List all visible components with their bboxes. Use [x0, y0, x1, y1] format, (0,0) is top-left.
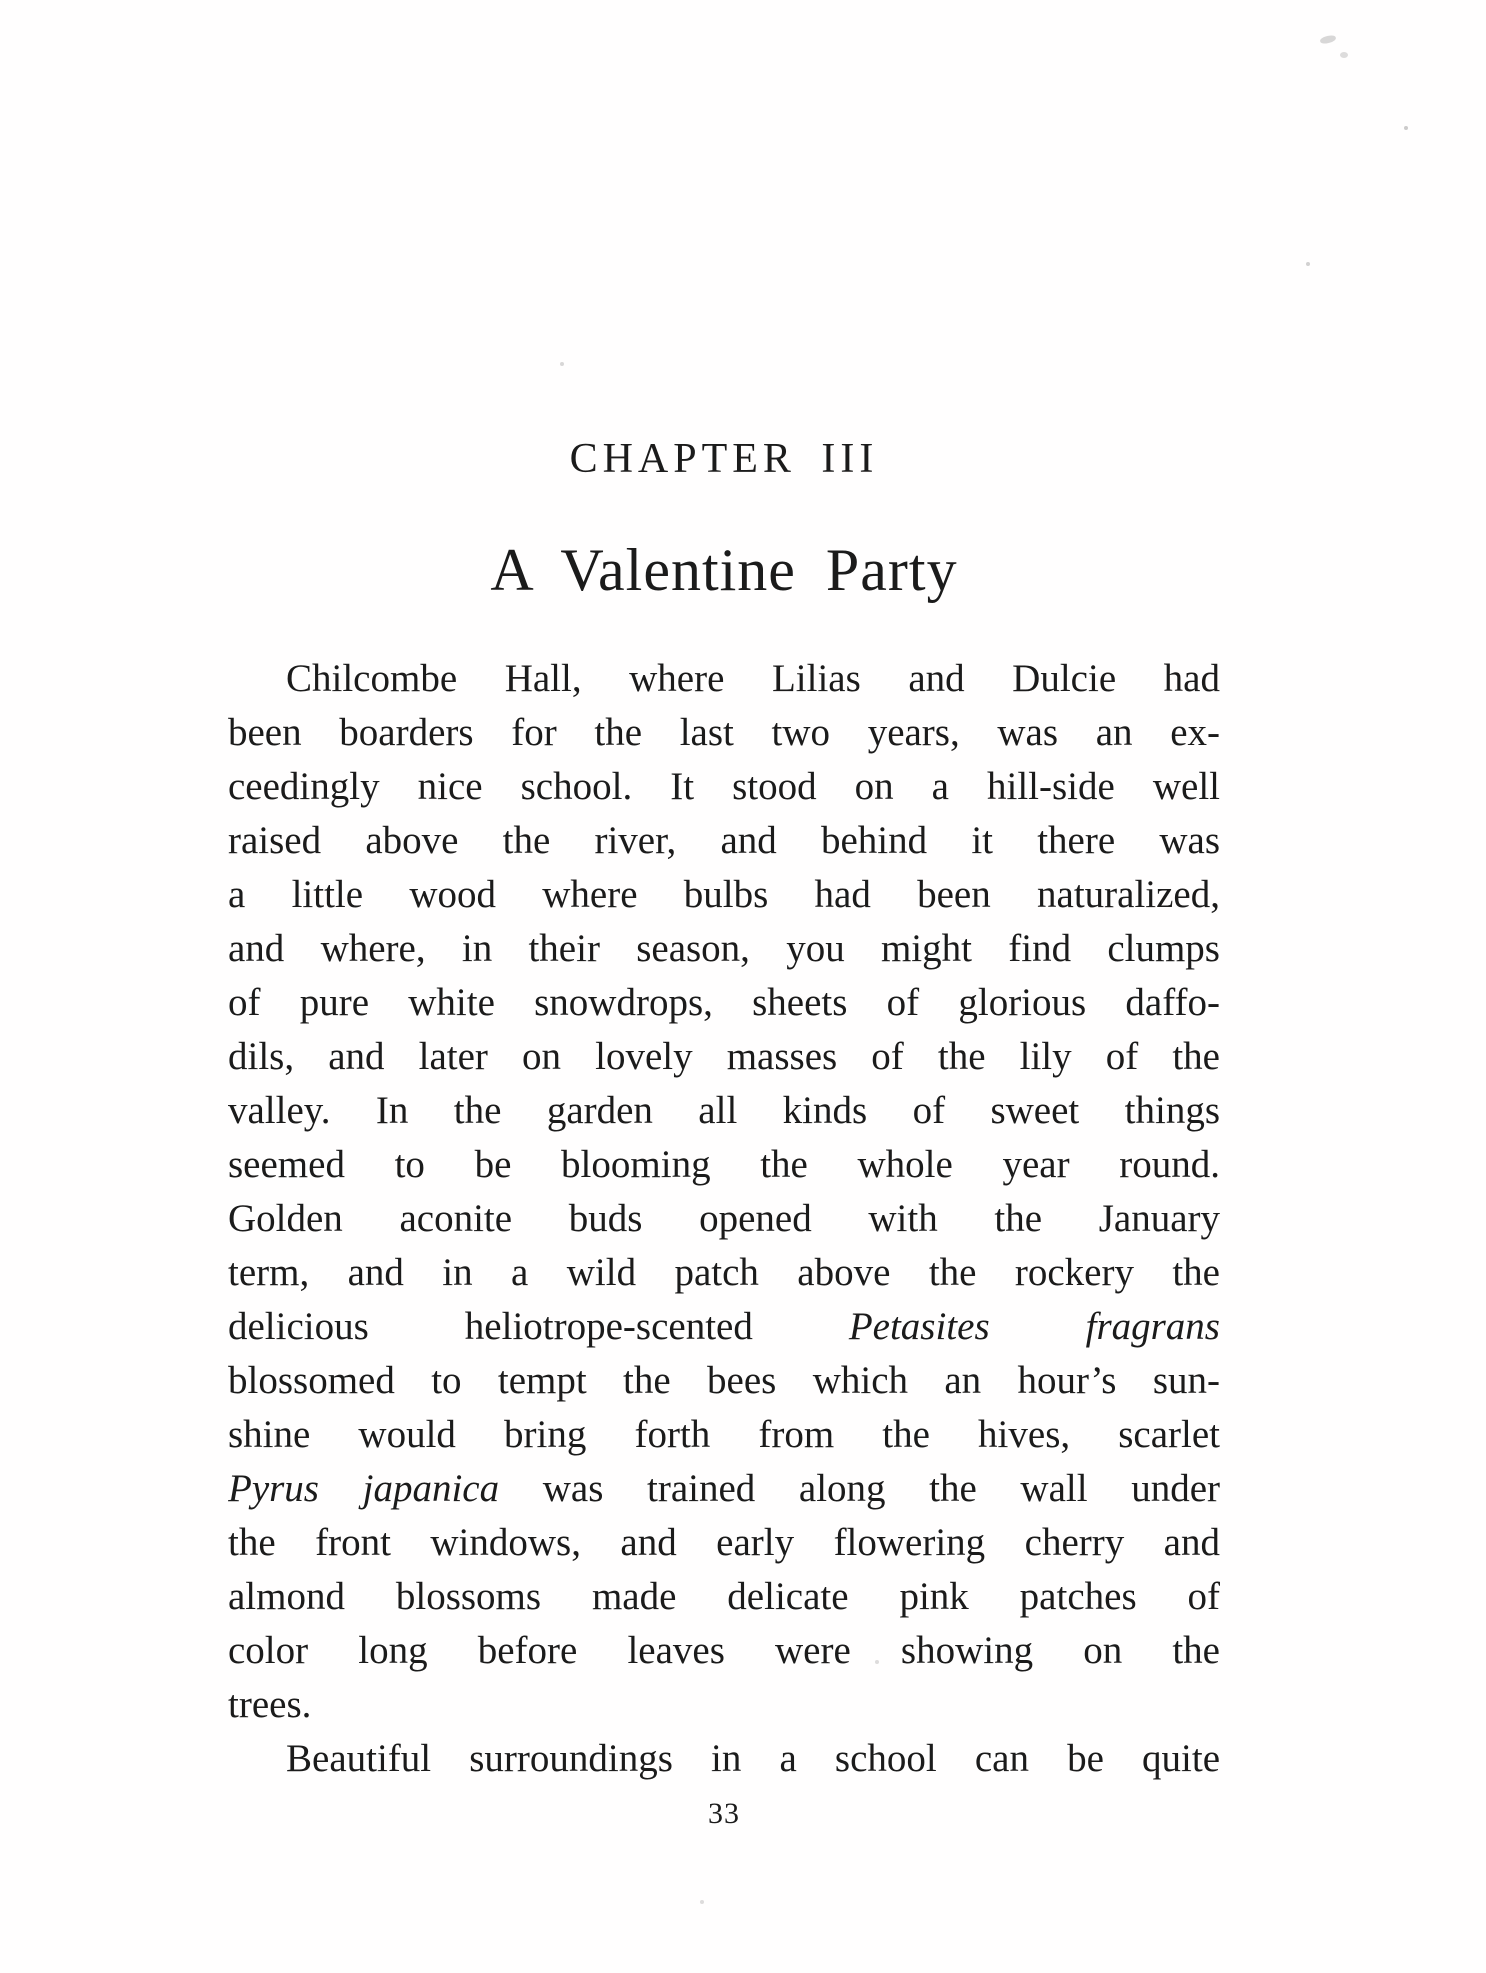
- text-segment: ceedingly nice school. It stood on a hill-side well: [228, 765, 1220, 808]
- body-text: [228, 652, 1220, 1786]
- text-line: [228, 1192, 1220, 1246]
- text-line: [228, 1354, 1220, 1408]
- text-segment: dils, and later on lovely masses of the lily of the: [228, 1035, 1220, 1078]
- text-line: [228, 706, 1220, 760]
- scan-speck: [1319, 34, 1336, 45]
- text-segment: shine would bring forth from the hives, scarlet: [228, 1413, 1220, 1456]
- text-line: [228, 1408, 1220, 1462]
- text-line: [228, 760, 1220, 814]
- text-segment: and where, in their season, you might find clumps: [228, 927, 1220, 970]
- text-segment: valley. In the garden all kinds of sweet things: [228, 1089, 1220, 1132]
- scan-speck: [1306, 262, 1310, 266]
- text-line: [228, 1138, 1220, 1192]
- text-line: [228, 1624, 1220, 1678]
- italic-text-segment: Petasites fragrans: [848, 1305, 1220, 1348]
- text-segment: raised above the river, and behind it there was: [228, 819, 1220, 862]
- text-line: [228, 652, 1220, 706]
- page-number: 33: [708, 1797, 740, 1830]
- text-line: [228, 1570, 1220, 1624]
- scan-speck: [700, 1900, 704, 1904]
- text-segment: almond blossoms made delicate pink patches of: [228, 1575, 1220, 1618]
- text-segment: of pure white snowdrops, sheets of glorious daffo-: [228, 981, 1220, 1024]
- text-segment: the front windows, and early flowering cherry and: [228, 1521, 1220, 1564]
- text-line: [228, 868, 1220, 922]
- text-segment: trees.: [228, 1683, 312, 1726]
- text-segment: Beautiful surroundings in a school can be quite: [286, 1737, 1220, 1780]
- chapter-heading: CHAPTER III: [569, 436, 879, 482]
- text-segment: seemed to be blooming the whole year round.: [228, 1143, 1220, 1186]
- text-line: [228, 976, 1220, 1030]
- text-segment: delicious heliotrope-scented: [228, 1305, 849, 1348]
- text-line: [228, 922, 1220, 976]
- text-line: [228, 814, 1220, 868]
- text-segment: Chilcombe Hall, where Lilias and Dulcie had: [286, 657, 1220, 700]
- text-segment: was trained along the wall under: [499, 1467, 1220, 1510]
- text-segment: color long before leaves were showing on the: [228, 1629, 1220, 1672]
- scan-speck: [1340, 52, 1348, 58]
- italic-text-segment: Pyrus japanica: [228, 1467, 500, 1510]
- text-line: [228, 1678, 1220, 1732]
- text-segment: term, and in a wild patch above the rockery the: [228, 1251, 1220, 1294]
- text-segment: been boarders for the last two years, was an ex-: [228, 711, 1220, 754]
- text-line: [228, 1732, 1220, 1786]
- text-line: [228, 1516, 1220, 1570]
- text-line: [228, 1030, 1220, 1084]
- text-line: [228, 1084, 1220, 1138]
- text-segment: Golden aconite buds opened with the January: [228, 1197, 1220, 1240]
- text-segment: a little wood where bulbs had been naturalized,: [228, 873, 1220, 916]
- text-line: [228, 1462, 1220, 1516]
- scan-speck: [1404, 126, 1408, 130]
- chapter-title: A Valentine Party: [490, 537, 958, 603]
- text-line: [228, 1300, 1220, 1354]
- text-line: [228, 1246, 1220, 1300]
- text-block: [228, 0, 1220, 1832]
- text-segment: blossomed to tempt the bees which an hour’s sun-: [228, 1359, 1220, 1402]
